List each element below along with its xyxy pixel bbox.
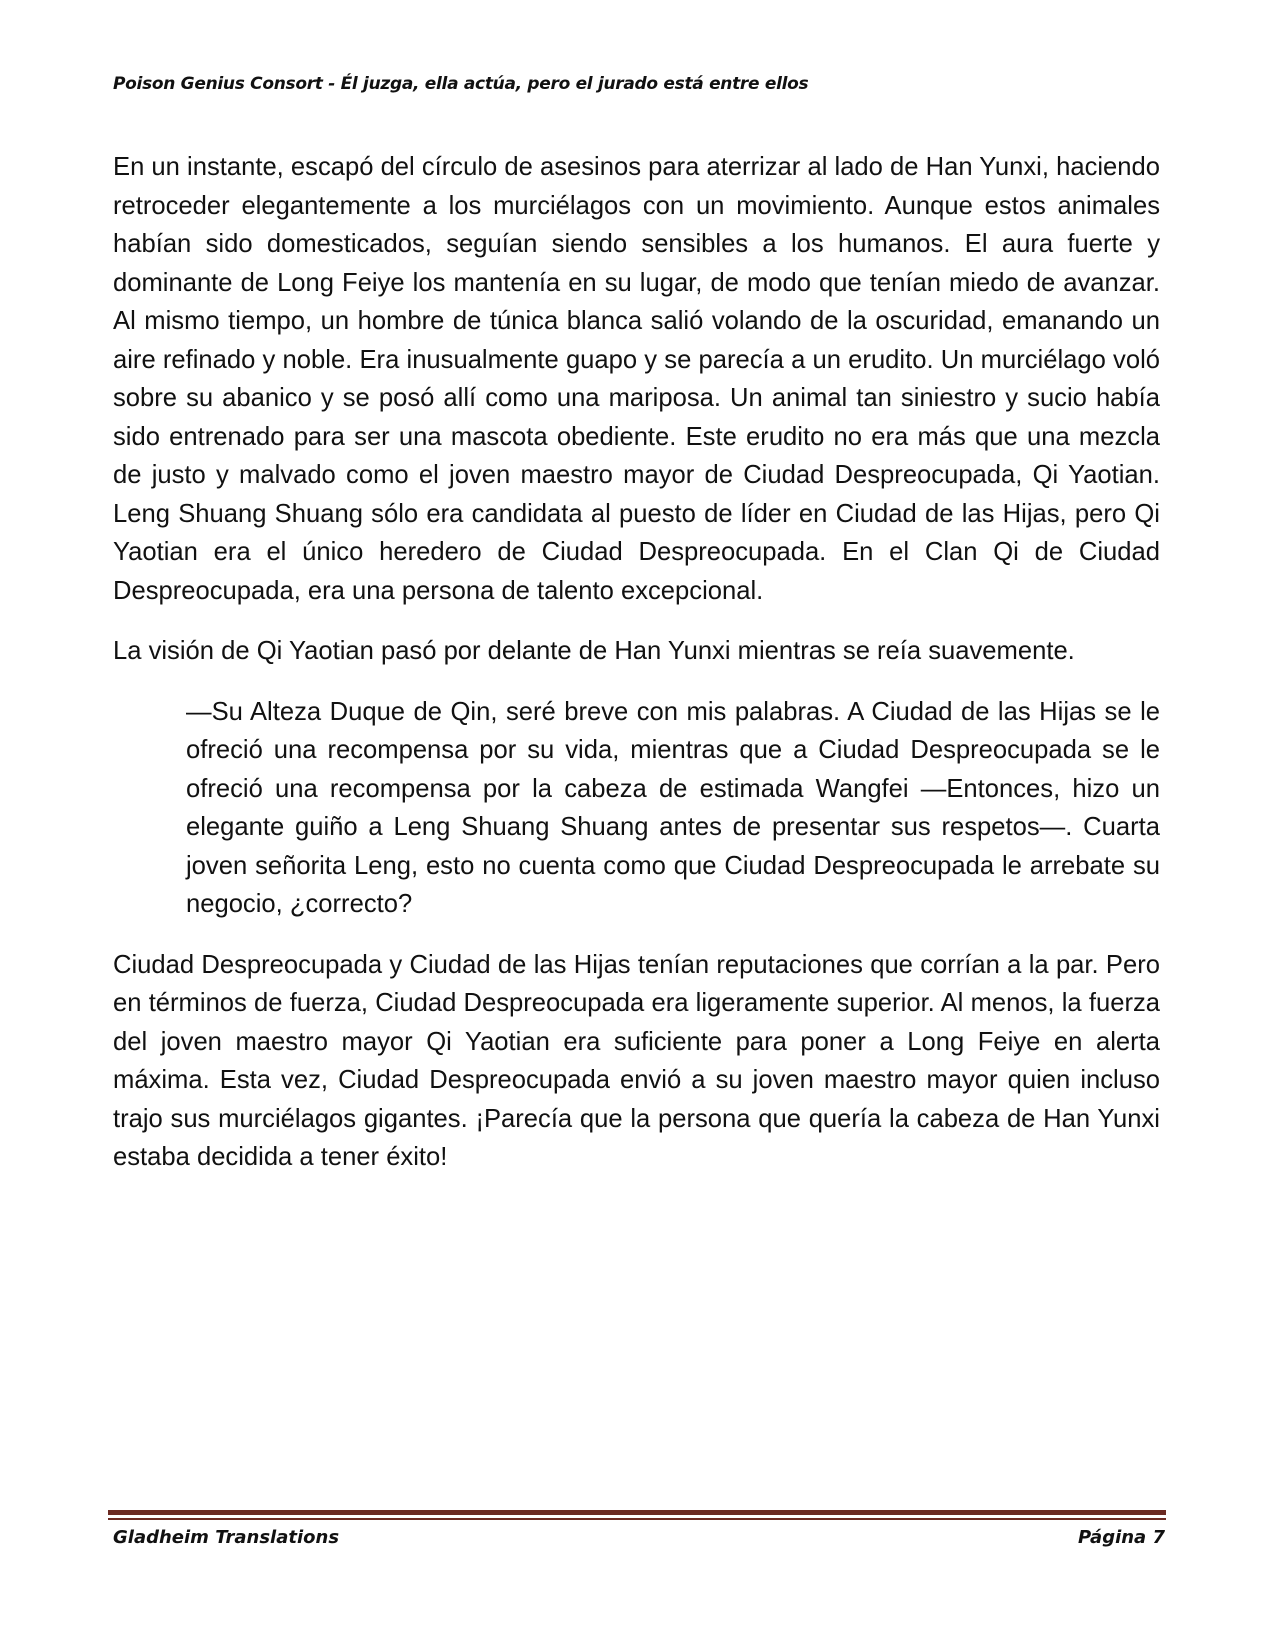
footer-publisher: Gladheim Translations [113, 1527, 340, 1548]
paragraph: Ciudad Despreocupada y Ciudad de las Hijas tenían reputaciones que corrían a la par. Pero en términos de fuerza, Ciudad Despreocupada era ligeramente superior. Al menos, la fuerza del joven maestro mayor Qi Yaotian era suficiente para poner a Long Feiye en alerta máxima. Esta vez, Ciudad Despreocupada envió a su joven maestro mayor quien incluso trajo sus murciélagos gigantes. ¡Parecía que la persona que quería la cabeza de Han Yunxi estaba decidida a tener éxito! [113, 950, 1160, 1171]
footer-divider-thin [108, 1518, 1166, 1520]
paragraph: La visión de Qi Yaotian pasó por delante de Han Yunxi mientras se reía suavemente. [113, 637, 1075, 665]
paragraph: En un instante, escapó del círculo de asesinos para aterrizar al lado de Han Yunxi, haciendo retroceder elegantemente a los murciélagos con un movimiento. Aunque estos animales habían sido domesticados, seguían siendo sensibles a los humanos. El aura fuerte y dominante de Long Feiye los mantenía en su lugar, de modo que tenían miedo de avanzar. Al mismo tiempo, un hombre de túnica blanca salió volando de la oscuridad, emanando un aire refinado y noble. Era inusualmente guapo y se parecía a un erudito. Un murciélago voló sobre su abanico y se posó allí como una mariposa. Un animal tan siniestro y sucio había sido entrenado para ser una mascota obediente. Este erudito no era más que una mezcla de justo y malvado como el joven maestro mayor de Ciudad Despreocupada, Qi Yaotian. Leng Shuang Shuang sólo era candidata al puesto de líder en Ciudad de las Hijas, pero Qi Yaotian era el único heredero de Ciudad Despreocupada. En el Clan Qi de Ciudad Despreocupada, era una persona de talento excepcional. [113, 153, 1160, 605]
document-body [113, 148, 1160, 1199]
footer-divider-thick [108, 1510, 1166, 1515]
footer-page-number: Página 7 [1078, 1527, 1165, 1548]
dialogue-paragraph: —Su Alteza Duque de Qin, seré breve con mis palabras. A Ciudad de las Hijas se le ofreció una recompensa por su vida, mientras que a Ciudad Despreocupada se le ofreció una recompensa por la cabeza de estimada Wangfei —Entonces, hizo un elegante guiño a Leng Shuang Shuang antes de presentar sus respetos—. Cuarta joven señorita Leng, esto no cuenta como que Ciudad Despreocupada le arrebate su negocio, ¿correcto? [186, 697, 1160, 918]
footer-divider [108, 1510, 1166, 1521]
page-header-title: Poison Genius Consort - Él juzga, ella actúa, pero el jurado está entre ellos [113, 74, 809, 94]
